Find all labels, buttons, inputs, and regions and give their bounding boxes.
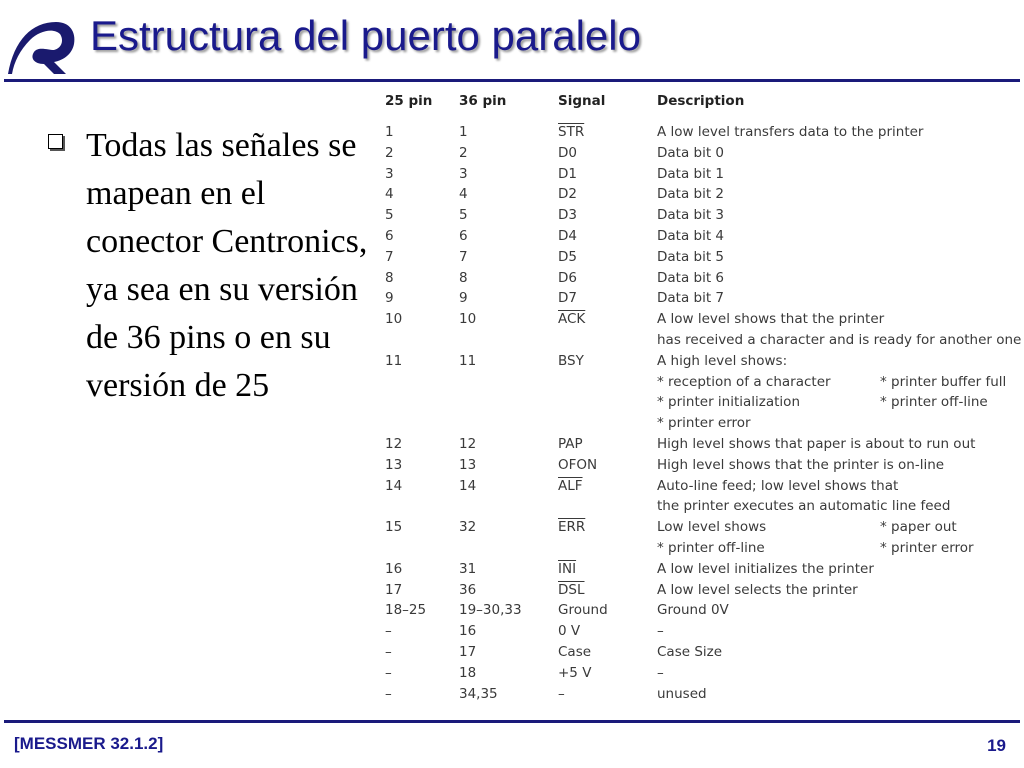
cell-description: Data bit 6: [657, 269, 725, 286]
cell-25pin: 2: [385, 144, 394, 161]
cell-signal: PAP: [558, 436, 583, 452]
cell-36pin: 2: [459, 144, 468, 161]
cell-36pin: 32: [459, 519, 477, 536]
cell-25pin: 10: [385, 311, 403, 328]
cell-description: * printer initialization: [657, 394, 801, 411]
cell-signal: D6: [558, 269, 577, 286]
cell-25pin: 14: [385, 477, 403, 494]
cell-signal: D1: [558, 165, 577, 182]
cell-25pin: 13: [385, 456, 403, 473]
cell-36pin: 19–30,33: [459, 602, 522, 619]
cell-signal: D3: [558, 207, 577, 224]
cell-25pin: 16: [385, 560, 403, 577]
cell-description: A low level selects the printer: [657, 581, 858, 598]
cell-25pin: 18–25: [385, 602, 427, 619]
cell-signal: $\overline{ERR}$: [558, 519, 586, 536]
cell-25pin: –: [385, 664, 392, 681]
cell-signal: +5 V: [558, 664, 592, 681]
cell-25pin: 11: [385, 352, 403, 369]
cell-36pin: 18: [459, 664, 477, 681]
cell-description: High level shows that the printer is on-line: [657, 456, 945, 473]
cell-description-extra: * printer error: [880, 540, 974, 556]
cell-signal: D5: [558, 248, 577, 265]
cell-signal: $\overline{INI}$: [558, 560, 577, 577]
cell-description: –: [657, 664, 664, 681]
cell-description: Data bit 3: [657, 207, 725, 224]
cell-description: Data bit 4: [657, 228, 725, 244]
cell-description: Ground 0V: [657, 602, 729, 619]
cell-36pin: 17: [459, 644, 477, 660]
cell-signal: $\overline{ALF}$: [558, 477, 583, 494]
cell-25pin: 8: [385, 269, 394, 286]
logo-icon: [4, 10, 80, 80]
cell-36pin: 9: [459, 290, 468, 307]
cell-25pin: –: [385, 685, 392, 702]
footer-reference: [MESSMER 32.1.2]: [14, 734, 164, 753]
cell-signal: $\overline{ACK}$: [558, 311, 586, 328]
header-signal: Signal: [558, 93, 606, 109]
cell-signal: D7: [558, 290, 577, 307]
cell-25pin: 3: [385, 165, 394, 182]
cell-description: * printer off-line: [657, 540, 765, 556]
cell-25pin: 4: [385, 186, 394, 203]
cell-description: Case Size: [657, 644, 723, 660]
cell-36pin: 8: [459, 269, 468, 286]
bottom-divider: [4, 720, 1020, 723]
cell-description: * printer error: [657, 415, 751, 432]
cell-25pin: 1: [385, 124, 394, 140]
header-25pin: 25 pin: [385, 93, 433, 109]
cell-25pin: 6: [385, 228, 394, 244]
cell-description: Data bit 7: [657, 290, 725, 307]
cell-signal: BSY: [558, 352, 584, 369]
cell-description-extra: * printer buffer full: [880, 373, 1007, 390]
cell-description: A low level shows that the printer: [657, 311, 885, 328]
bullet-text: Todas las señales se mapean en el conector Centronics, ya sea en su versión de 36 pins o en su versión de 25: [86, 127, 368, 404]
cell-description: the printer executes an automatic line feed: [657, 498, 951, 515]
cell-signal: D2: [558, 186, 577, 203]
cell-36pin: 31: [459, 560, 477, 577]
cell-25pin: –: [385, 623, 392, 640]
page-number: 19: [987, 736, 1006, 755]
cell-36pin: 10: [459, 311, 477, 328]
cell-36pin: 14: [459, 477, 477, 494]
cell-description: * reception of a character: [657, 373, 831, 390]
cell-signal: D0: [558, 144, 577, 161]
cell-25pin: 5: [385, 207, 394, 224]
cell-25pin: 9: [385, 290, 394, 307]
header-36pin: 36 pin: [459, 93, 507, 109]
cell-signal: 0 V: [558, 623, 581, 640]
cell-36pin: 6: [459, 228, 468, 244]
cell-signal: –: [558, 685, 565, 702]
slide-title: Estructura del puerto paralelo: [90, 12, 641, 59]
cell-description: A low level initializes the printer: [657, 560, 874, 577]
top-divider: [4, 79, 1020, 82]
cell-description: has received a character and is ready for another one: [657, 332, 1022, 348]
cell-signal: $\overline{DSL}$: [558, 581, 585, 598]
cell-signal: D4: [558, 228, 577, 244]
cell-description: High level shows that paper is about to run out: [657, 436, 976, 452]
cell-description: –: [657, 623, 664, 640]
cell-description: Data bit 2: [657, 186, 725, 203]
cell-description: Low level shows: [657, 519, 767, 536]
cell-36pin: 1: [459, 124, 468, 140]
cell-description: A low level transfers data to the printer: [657, 124, 924, 140]
cell-signal: OFON: [558, 456, 598, 473]
cell-25pin: 7: [385, 248, 394, 265]
cell-description-extra: * paper out: [880, 519, 957, 536]
cell-36pin: 36: [459, 581, 477, 598]
cell-description: Auto-line feed; low level shows that: [657, 477, 899, 494]
cell-25pin: 12: [385, 436, 403, 452]
cell-36pin: 7: [459, 248, 468, 265]
square-bullet-icon: [48, 134, 63, 149]
cell-36pin: 5: [459, 207, 468, 224]
cell-signal: Ground: [558, 602, 608, 619]
cell-25pin: 17: [385, 581, 403, 598]
cell-signal: $\overline{STR}$: [558, 124, 585, 140]
cell-36pin: 3: [459, 165, 468, 182]
header-description: Description: [657, 93, 745, 109]
cell-36pin: 13: [459, 456, 477, 473]
cell-36pin: 4: [459, 186, 468, 203]
cell-description: unused: [657, 685, 707, 702]
cell-36pin: 34,35: [459, 685, 498, 702]
cell-36pin: 12: [459, 436, 477, 452]
cell-description: Data bit 1: [657, 165, 725, 182]
cell-25pin: 15: [385, 519, 403, 536]
cell-description-extra: * printer off-line: [880, 394, 988, 411]
cell-description: A high level shows:: [657, 352, 788, 369]
cell-signal: Case: [558, 644, 592, 660]
cell-36pin: 11: [459, 352, 477, 369]
cell-description: Data bit 5: [657, 248, 725, 265]
cell-25pin: –: [385, 644, 392, 660]
cell-description: Data bit 0: [657, 144, 725, 161]
cell-36pin: 16: [459, 623, 477, 640]
